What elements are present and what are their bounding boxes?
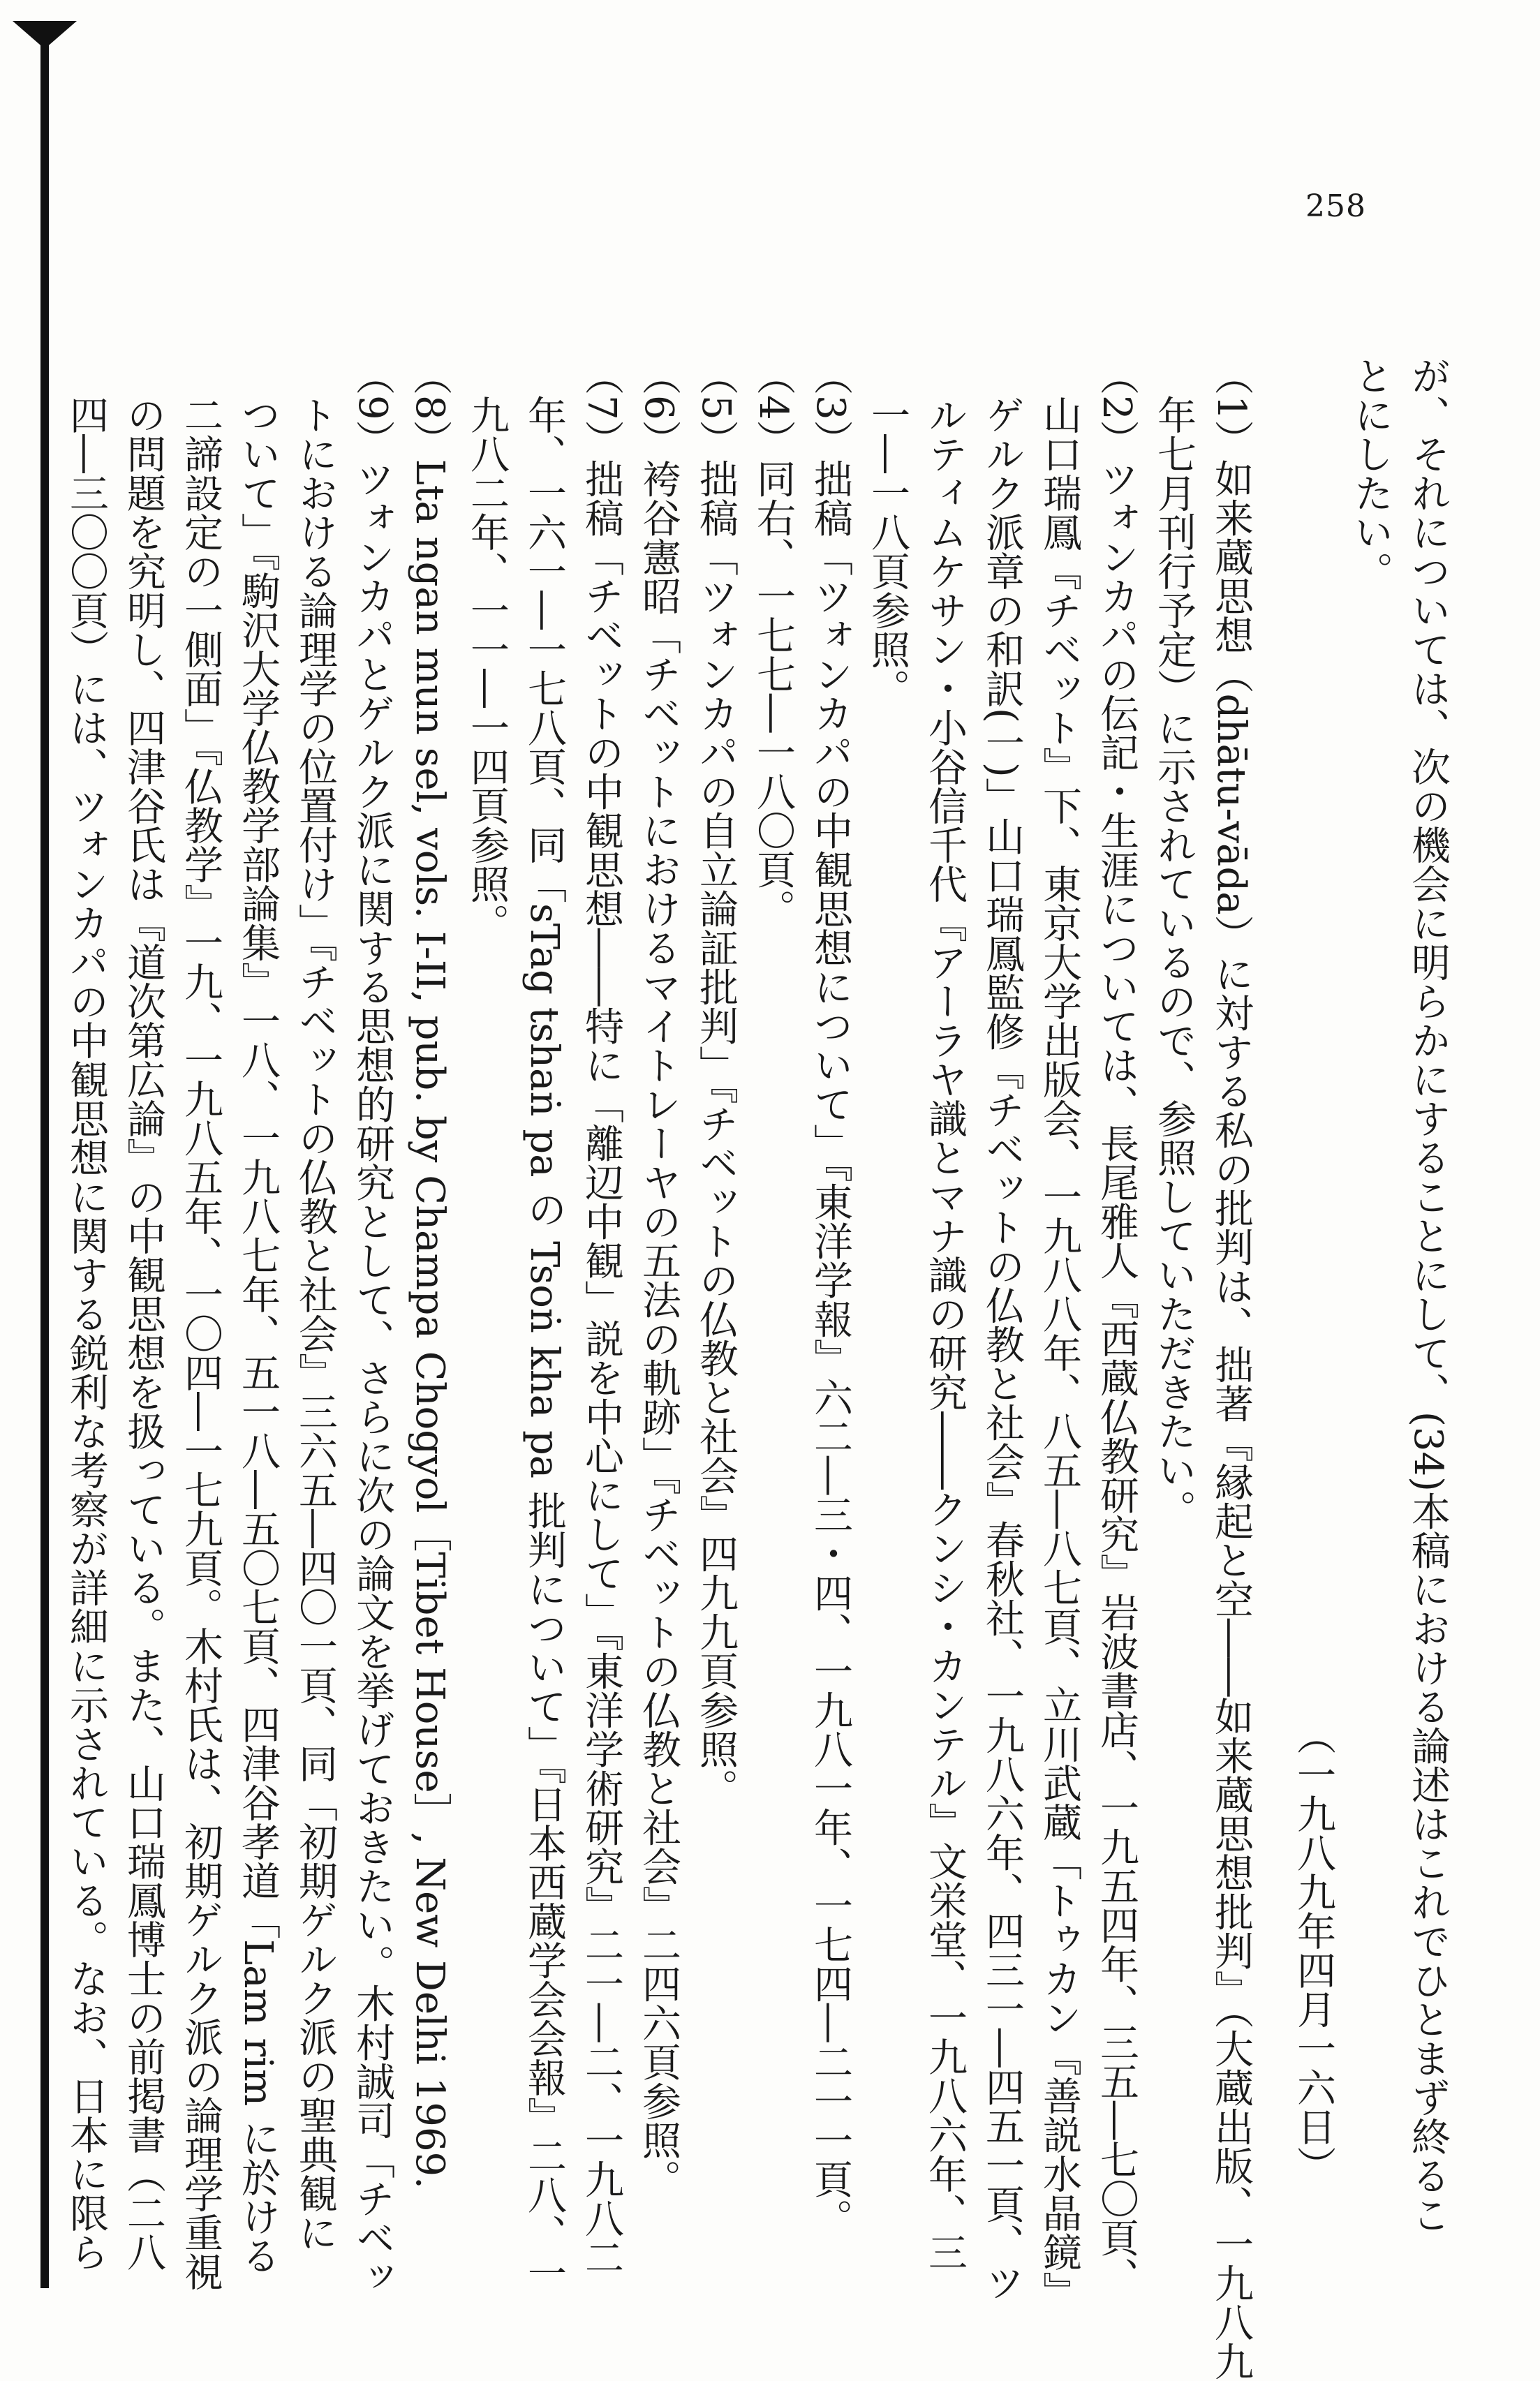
footnote-2: （2）ツォンカパの伝記・生涯については、長尾雅人『西蔵仏教研究』岩波書店、一九五四年、三五―七〇頁、	[1094, 356, 1139, 2297]
footnote-9-cont: トにおける論理学の位置付け」『チベットの仏教と社会』三六五―四〇一頁、同「初期ゲルク派の聖典観に	[293, 395, 338, 2252]
footnote-5: （5）拙稿「ツォンカパの自立論証批判」『チベットの仏教と社会』四九九頁参照。	[693, 356, 739, 1808]
footnote-2-cont: 山口瑞鳳『チベット』下、東京大学出版会、一九八八年、八五―八七頁、立川武蔵「トゥカン『善説水晶鏡』	[1037, 395, 1082, 2310]
body-line: とにしたい。	[1348, 356, 1393, 591]
footnote-6: （6）袴谷憲昭「チベットにおけるマイトレーヤの五法の軌跡」『チベットの仏教と社会』二四六頁参照。	[636, 356, 681, 2199]
footnote-2-cont: ルティムケサン・小谷信千代『アーラヤ識とマナ識の研究――クンシ・カンテル』文栄堂、一九八六年、三	[922, 395, 968, 2271]
page-number: 258	[1305, 188, 1366, 224]
footnote-4: （4）同右、一七七―一八〇頁。	[750, 356, 796, 928]
footnote-9-cont: 二諦設定の一側面」『仏教学』一九、一九八五年、一〇四―一七九頁。木村氏は、初期ゲルク派の論理学重視	[178, 395, 223, 2291]
footnote-9: （9）ツォンカパとゲルク派に関する思想的研究として、さらに次の論文を挙げておきたい。木村誠司「チベッ	[350, 356, 395, 2297]
footnote-1-cont: 年七月刊行予定）に示されているので、参照していただきたい。	[1151, 395, 1197, 1529]
date-line: （一九八九年四月一六日）	[1291, 1716, 1336, 2185]
footnote-2-cont: ゲルク派章の和訳(一)」山口瑞鳳監修『チベットの仏教と社会』春秋社、一九八六年、四三一―四五一頁、ツ	[979, 395, 1025, 2302]
footnote-3: （3）拙稿「ツォンカパの中観思想について」『東洋学報』六二―三・四、一九八一年、一七四―二一一頁。	[808, 356, 853, 2238]
footnote-7-cont: 九八二年、一一―一四頁参照。	[464, 395, 510, 942]
section-gap	[1259, 356, 1284, 2185]
footnote-9-cont: の問題を究明し、四津谷氏は『道次第広論』の中観思想を扱っている。また、山口瑞鳳博士の前掲書（二八	[121, 395, 166, 2271]
footnote-1: （1）如来蔵思想（dhātu-vāda）に対する私の批判は、拙著『縁起と空――如来蔵思想批判』（大蔵出版、一九八九	[1208, 356, 1254, 2381]
footnote-7: （7）拙稿「チベットの中観思想――特に「離辺中観」説を中心にして」『東洋学術研究』二一―二、一九八二	[579, 356, 624, 2277]
footnote-8: （8）Lta ngan mun sel, vols. I-II, pub. by Champa Chogyol［Tibet House］, New Delhi 1969.	[407, 356, 452, 2189]
footnote-2-cont: 一―一八頁参照。	[865, 395, 910, 708]
binding-edge	[40, 34, 49, 2288]
footnote-9-cont: ついて」『駒沢大学仏教学部論集』一八、一九八七年、五一八―五〇七頁、四津谷孝道「Lam rim に於ける	[235, 395, 281, 2276]
footnote-9-cont: 四―三〇〇頁）には、ツォンカパの中観思想に関する鋭利な考察が詳細に示されている。なお、日本に限ら	[64, 395, 109, 2271]
footnote-7-cont: 年、一六一―一七八頁、同「sTag tshaṅ pa の Tsoṅ kha pa 批判について」『日本西蔵学会会報』二八、一	[521, 395, 567, 2292]
body-line: が、それについては、次の機会に明らかにすることにして、(34)本稿における論述はこれでひとまず終るこ	[1405, 356, 1451, 2234]
vertical-text-body	[57, 356, 1456, 2381]
